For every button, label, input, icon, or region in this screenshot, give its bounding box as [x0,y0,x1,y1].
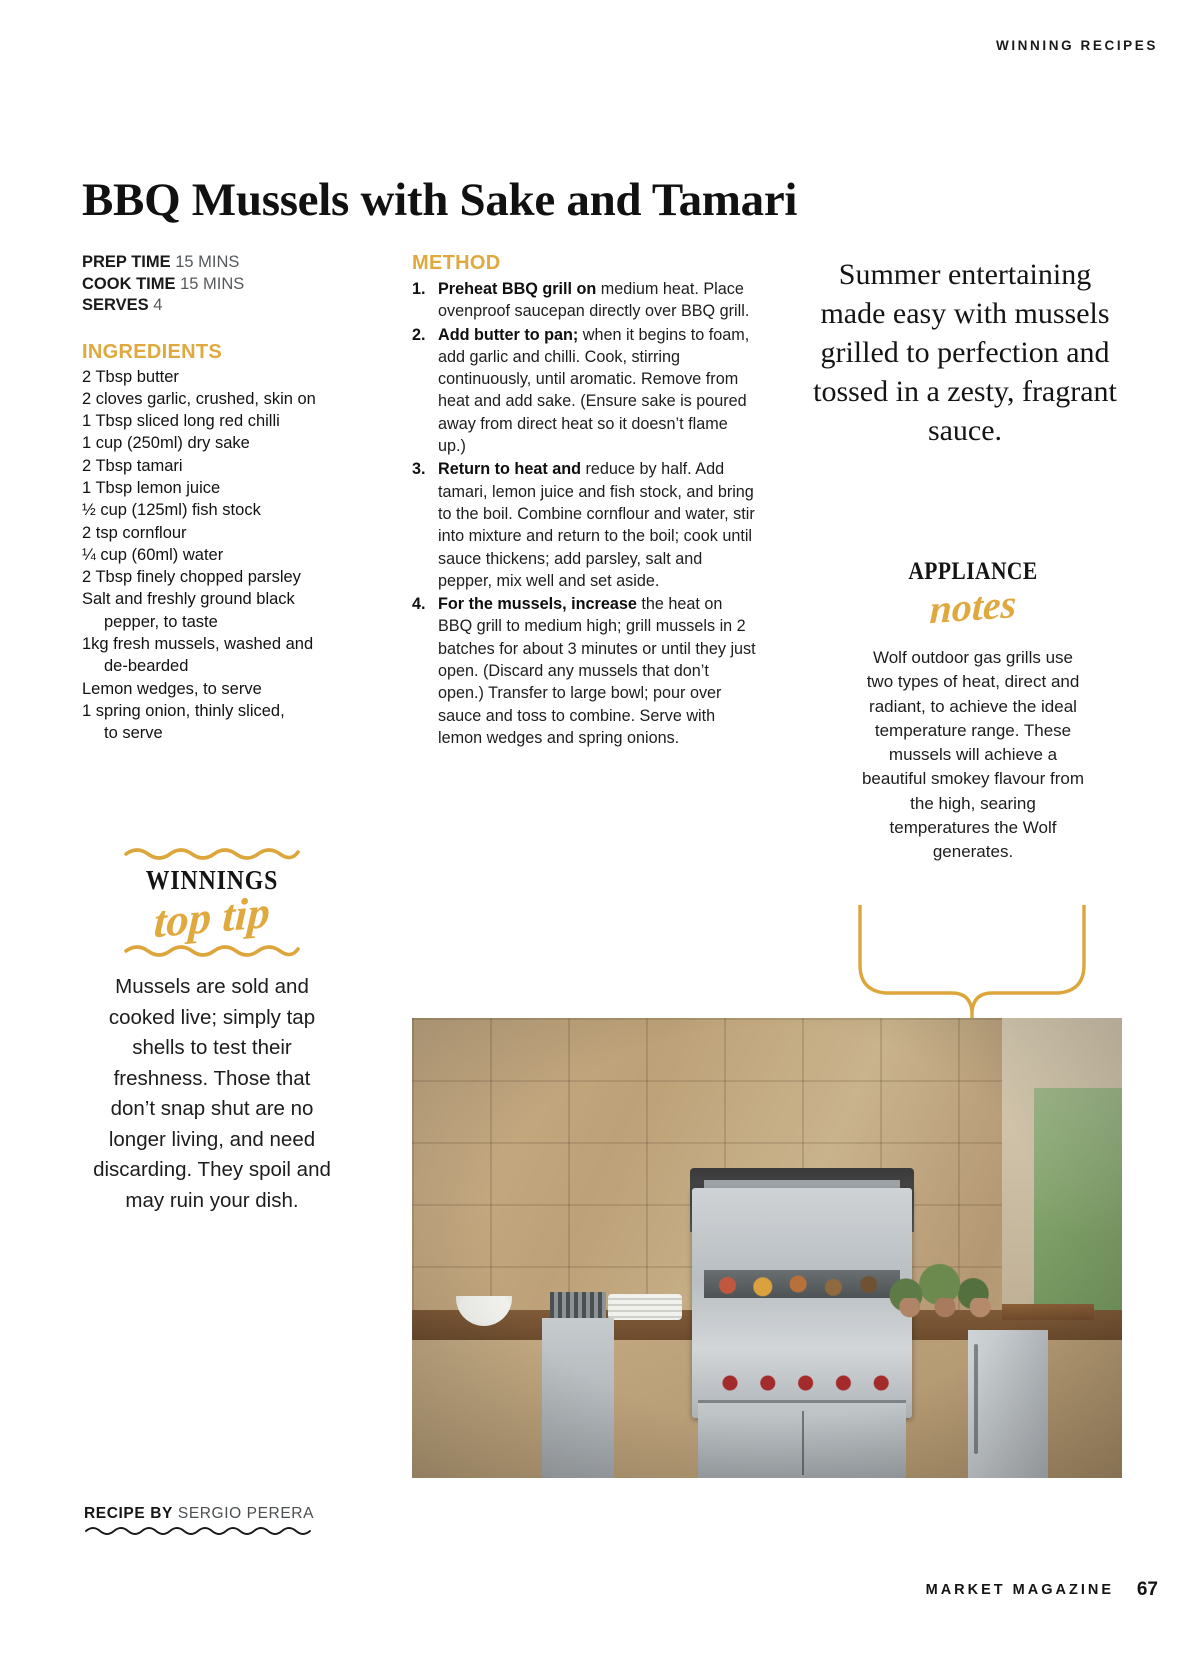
ingredient-item: 2 Tbsp butter [82,367,179,386]
top-tip-body: Mussels are sold and cooked live; simply tap shells to test their freshness. Those that don’t snap shut are no longer living, and need discarding. They spoil and may ruin your dish. [93,975,331,1212]
ingredient-item: 2 Tbsp tamari [82,456,183,475]
pull-quote: Summer entertaining made easy with mussels grilled to perfection and tossed in a zesty, fragrant sauce. [813,258,1117,447]
method-step [412,278,757,323]
credit-underline-squiggle-icon [84,1524,316,1536]
squiggle-top-icon [123,845,301,861]
prep-time-value: 15 MINS [175,253,240,271]
method-step-text: Return to heat and reduce by half. Add tamari, lemon juice and fish stock, and bring to the boil. Combine cornflour and water, stir into mixture and return to the boil; cook until sauce thickens; add parsley, salt and pepper, mix well and set aside. [438,460,755,590]
appliance-notes-block [858,558,1088,865]
ingredient-item: 2 tsp cornflour [82,523,187,542]
ingredient-item: 1 Tbsp sliced long red chilli [82,412,280,431]
ingredient-item: 1 spring onion, thinly sliced, [82,701,285,720]
ingredient-item: 1 cup (250ml) dry sake [82,434,250,453]
method-step [412,324,757,458]
recipe-meta-column [82,252,372,745]
ingredient-item: Lemon wedges, to serve [82,679,262,698]
method-step [412,458,757,592]
method-steps [412,278,757,749]
serves-value: 4 [153,296,163,314]
ingredient-item: 2 cloves garlic, crushed, skin on [82,389,316,408]
recipe-credit-text [84,1505,344,1523]
method-step-number: 3. [412,460,426,479]
serves-label: SERVES [82,296,149,314]
method-heading: METHOD [412,252,501,274]
top-tip-kicker: WINNINGS [145,865,279,895]
ingredient-item: ¼ cup (60ml) water [82,545,224,564]
appliance-notes-body: Wolf outdoor gas grills use two types of heat, direct and radiant, to achieve the ideal temperature range. These mussels will achieve a beautiful smokey flavour from the high, searing temperatures the Wolf generates. [861,648,1085,862]
prep-time-line [82,252,372,274]
ingredient-item: to serve [104,724,163,743]
ingredients-list [82,366,372,745]
method-step-text: Add butter to pan; when it begins to foam, add garlic and chilli. Cook, stirring continuously, until aromatic. Remove from heat and add sake. (Ensure sake is poured away from direct heat so it doesn’t flame up.) [438,325,750,456]
top-tip-block [92,845,332,1216]
method-column [412,252,757,750]
cook-time-label: COOK TIME [82,274,176,293]
recipe-credit-label: RECIPE BY [84,1505,173,1522]
page-number: 67 [1136,1579,1158,1600]
cook-time-line [82,274,372,296]
appliance-notes-kicker: APPLIANCE [908,558,1038,585]
method-step-number: 4. [412,595,426,614]
method-step-number: 1. [412,280,426,298]
method-step [412,593,757,749]
serves-line [82,295,372,317]
ingredient-item: pepper, to taste [104,612,218,631]
ingredient-item: 1kg fresh mussels, washed and [82,635,314,654]
page-title: BBQ Mussels with Sake and Tamari [82,174,798,227]
running-head: WINNING RECIPES [995,38,1158,53]
top-tip-script: top tip [152,886,272,948]
recipe-photo [412,1018,1122,1478]
recipe-credit-name: SERGIO PERERA [177,1505,315,1522]
photo-vignette [412,1018,1122,1478]
ingredient-item: de-bearded [104,657,189,676]
method-step-number: 2. [412,325,426,344]
ingredients-heading: INGREDIENTS [82,340,222,363]
method-step-text: Preheat BBQ grill on medium heat. Place ovenproof saucepan directly over BBQ grill. [438,280,750,321]
ingredient-item: 2 Tbsp finely chopped parsley [82,568,301,587]
recipe-credit [84,1505,344,1541]
footer-brand: MARKET MAGAZINE [925,1582,1114,1598]
ingredient-item: ½ cup (125ml) fish stock [82,501,261,520]
cook-time-value: 15 MINS [180,274,245,293]
prep-time-label: PREP TIME [82,253,171,271]
ingredient-item: Salt and freshly ground black [82,590,295,609]
ingredient-item: 1 Tbsp lemon juice [82,478,221,497]
method-step-text: For the mussels, increase the heat on BBQ grill to medium high; grill mussels in 2 batches for about 3 minutes or until they just open. (Discard any mussels that don’t open.) Transfer to large bowl; pour over sauce and toss to combine. Serve with lemon wedges and spring onions. [438,595,756,747]
appliance-notes-script: notes [928,580,1018,633]
